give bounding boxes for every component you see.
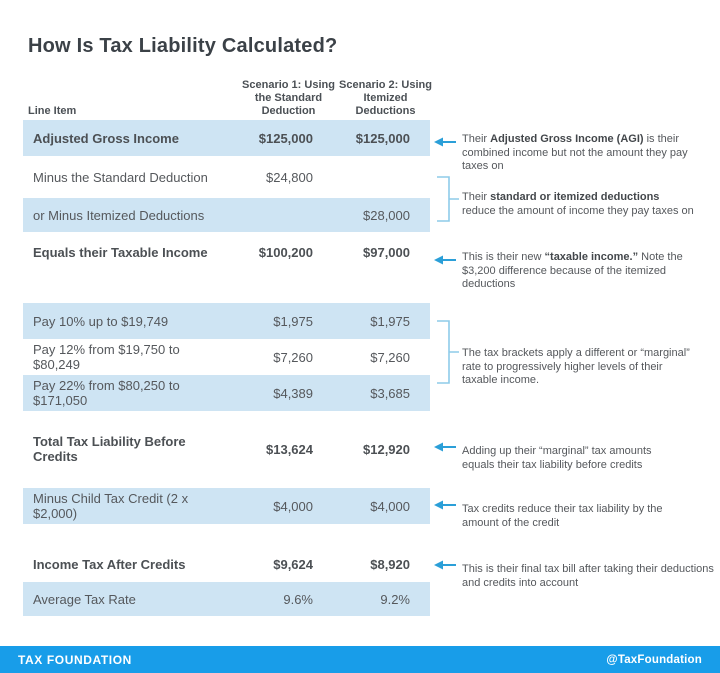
bracket-icon (436, 176, 460, 222)
scenario2-value: $3,685 (370, 385, 410, 401)
scenario1-value: $9,624 (273, 556, 313, 572)
scenario2-value: $28,000 (363, 207, 410, 223)
table-row-income-tax-after-credits (23, 546, 430, 582)
scenario1-value: $125,000 (258, 130, 313, 146)
table-row-taxable-income (23, 232, 430, 272)
bracket-icon (436, 320, 460, 384)
scenario1-value: $7,260 (273, 349, 313, 365)
annotation-total-liability: Adding up their “marginal” tax amounts equals their tax liability before credits (462, 445, 652, 471)
left-arrow-icon (434, 499, 456, 511)
row-label: Income Tax After Credits (33, 556, 186, 572)
scenario2-value: $97,000 (363, 244, 410, 260)
tax-table (23, 62, 430, 616)
row-label: Minus the Standard Deduction (33, 169, 208, 185)
row-label: or Minus Itemized Deductions (33, 207, 205, 223)
brand-name: TAX FOUNDATION (18, 652, 132, 667)
scenario1-value: $4,389 (273, 385, 313, 401)
row-label: Total Tax Liability Before Credits (33, 434, 186, 464)
column-header-scenario-2: Scenario 2: Using Itemized Deductions (339, 79, 432, 117)
table-row-itemized-deductions (23, 198, 430, 232)
twitter-handle-link[interactable]: @TaxFoundation (606, 653, 702, 666)
scenario2-value: $4,000 (370, 498, 410, 514)
scenario1-value: $24,800 (266, 169, 313, 185)
table-row-standard-deduction (23, 156, 430, 198)
annotation-deductions: Their standard or itemized deductions reduce the amount of income they pay taxes on (462, 191, 694, 217)
left-arrow-icon (434, 254, 456, 266)
row-label: Average Tax Rate (33, 591, 136, 607)
spacer (23, 467, 430, 488)
annotation-tax-brackets: The tax brackets apply a different or “marginal” rate to progressively higher levels of their taxable income. (462, 347, 690, 386)
row-label: Pay 22% from $80,250 to $171,050 (33, 378, 180, 408)
row-label: Equals their Taxable Income (33, 244, 208, 260)
spacer (23, 524, 430, 546)
scenario1-value: $13,624 (266, 441, 313, 457)
annotation-tax-credits: Tax credits reduce their tax liability by the amount of the credit (462, 503, 663, 529)
left-arrow-icon (434, 559, 456, 571)
table-row-total-liability (23, 431, 430, 467)
scenario1-value: $4,000 (273, 498, 313, 514)
scenario1-value: $100,200 (258, 244, 313, 260)
page-title: How Is Tax Liability Calculated? (28, 35, 338, 58)
spacer (23, 272, 430, 303)
annotation-taxable-income: This is their new “taxable income.” Note the $3,200 difference because of the itemized deductions (462, 251, 683, 290)
scenario2-value: $12,920 (363, 441, 410, 457)
row-label: Pay 12% from $19,750 to $80,249 (33, 342, 180, 372)
spacer (23, 411, 430, 431)
scenario2-value: $1,975 (370, 313, 410, 329)
scenario2-value: $8,920 (370, 556, 410, 572)
scenario2-value: $125,000 (355, 130, 410, 146)
left-arrow-icon (434, 441, 456, 453)
row-label: Pay 10% up to $19,749 (33, 313, 169, 329)
table-row-child-tax-credit (23, 488, 430, 524)
row-label: Adjusted Gross Income (33, 130, 179, 146)
table-row-average-tax-rate (23, 582, 430, 616)
left-arrow-icon (434, 136, 456, 148)
annotation-agi: Their Adjusted Gross Income (AGI) is their combined income but not the amount they pay taxes on (462, 133, 688, 172)
scenario2-value: 9.2% (380, 591, 410, 607)
table-row-bracket-10pct (23, 303, 430, 339)
table-header-row (23, 62, 430, 118)
scenario2-value: $7,260 (370, 349, 410, 365)
table-row-bracket-22pct (23, 375, 430, 411)
annotation-column (432, 0, 718, 647)
scenario1-value: 9.6% (283, 591, 313, 607)
column-header-line-item: Line Item (28, 105, 77, 117)
table-row-bracket-12pct (23, 339, 430, 375)
scenario1-value: $1,975 (273, 313, 313, 329)
column-header-scenario-1: Scenario 1: Using the Standard Deduction (242, 79, 335, 117)
table-row-adjusted-gross-income (23, 120, 430, 156)
row-label: Minus Child Tax Credit (2 x $2,000) (33, 491, 189, 521)
footer-bar (0, 646, 720, 673)
annotation-final-tax-bill: This is their final tax bill after taking their deductions and credits into account (462, 563, 714, 589)
